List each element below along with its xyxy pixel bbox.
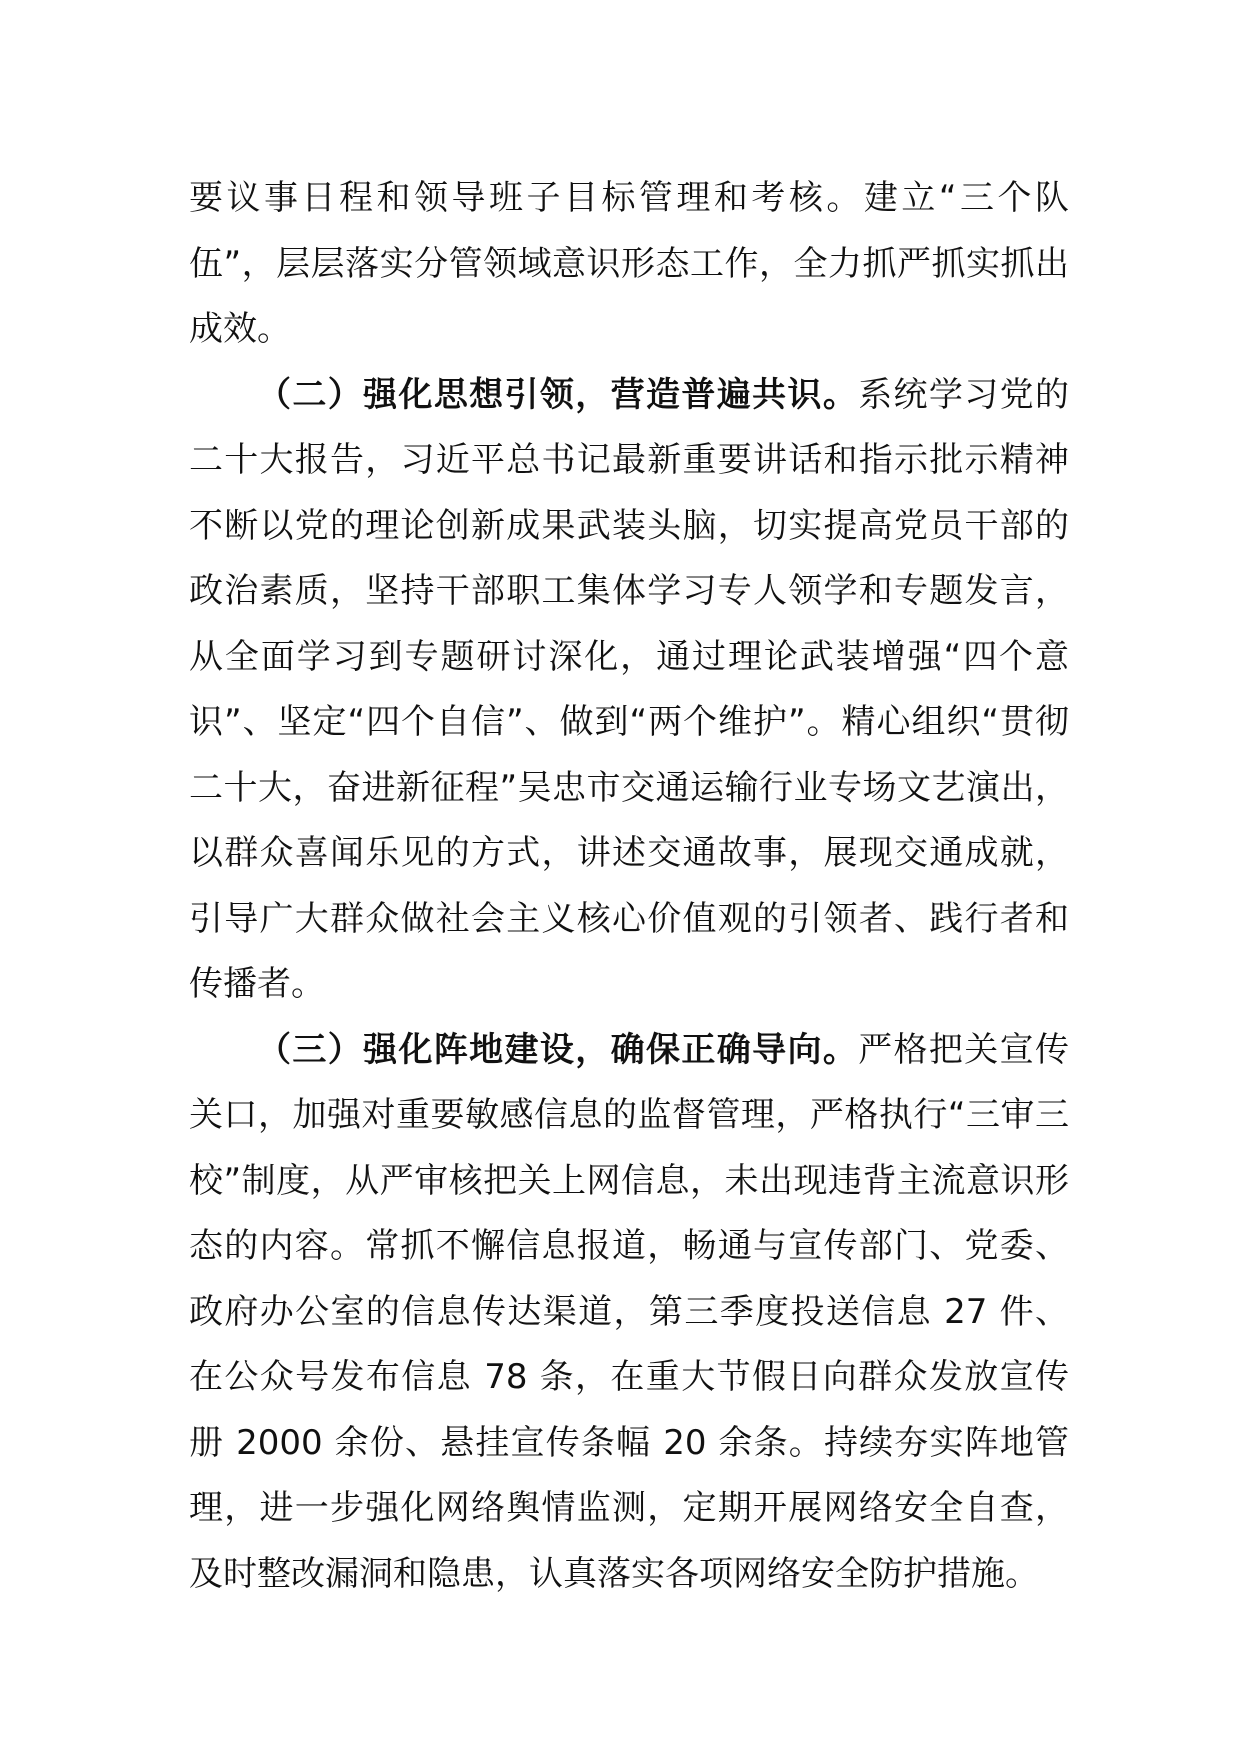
paragraph-text: 严格把关宣传关口，加强对重要敏感信息的监督管理，严格执行“三审三校”制度，从严审核把关上网信息，未出现违背主流意识形态的内容。常抓不懈信息报道，畅通与宣传部门、党委、政府办公室的信息传达渠道，第三季度投送信息 27 件、在公众号发布信息 78 条，在重大节假日向群众发放宣传册 2000 余份、悬挂宣传条幅 20 余条。持续夯实阵地管理，进一步强化网络舆情监测，定期开展网络安全自查，及时整改漏洞和隐患，认真落实各项网络安全防护措施。 <box>189 1029 1070 1594</box>
section-heading: （二）强化思想引领，营造普遍共识。 <box>257 374 859 415</box>
section-heading: （三）强化阵地建设，确保正确导向。 <box>257 1029 859 1070</box>
paragraph-continued <box>189 166 1069 363</box>
paragraph-text: 要议事日程和领导班子目标管理和考核。建立“三个队伍”，层层落实分管领域意识形态工作，全力抓严抓实抓出成效。 <box>189 178 1069 349</box>
document-body <box>189 166 1069 1607</box>
paragraph-text: 系统学习党的二十大报告，习近平总书记最新重要讲话和指示批示精神不断以党的理论创新成果武装头脑，切实提高党员干部的政治素质，坚持干部职工集体学习专人领学和专题发言，从全面学习到专题研讨深化，通过理论武装增强“四个意识”、坚定“四个自信”、做到“两个维护”。精心组织“贯彻二十大，奋进新征程”吴忠市交通运输行业专场文艺演出，以群众喜闻乐见的方式，讲述交通故事，展现交通成就，引导广大群众做社会主义核心价值观的引领者、践行者和传播者。 <box>189 374 1070 1004</box>
paragraph-section-2 <box>189 363 1069 1018</box>
paragraph-section-3 <box>189 1018 1069 1608</box>
